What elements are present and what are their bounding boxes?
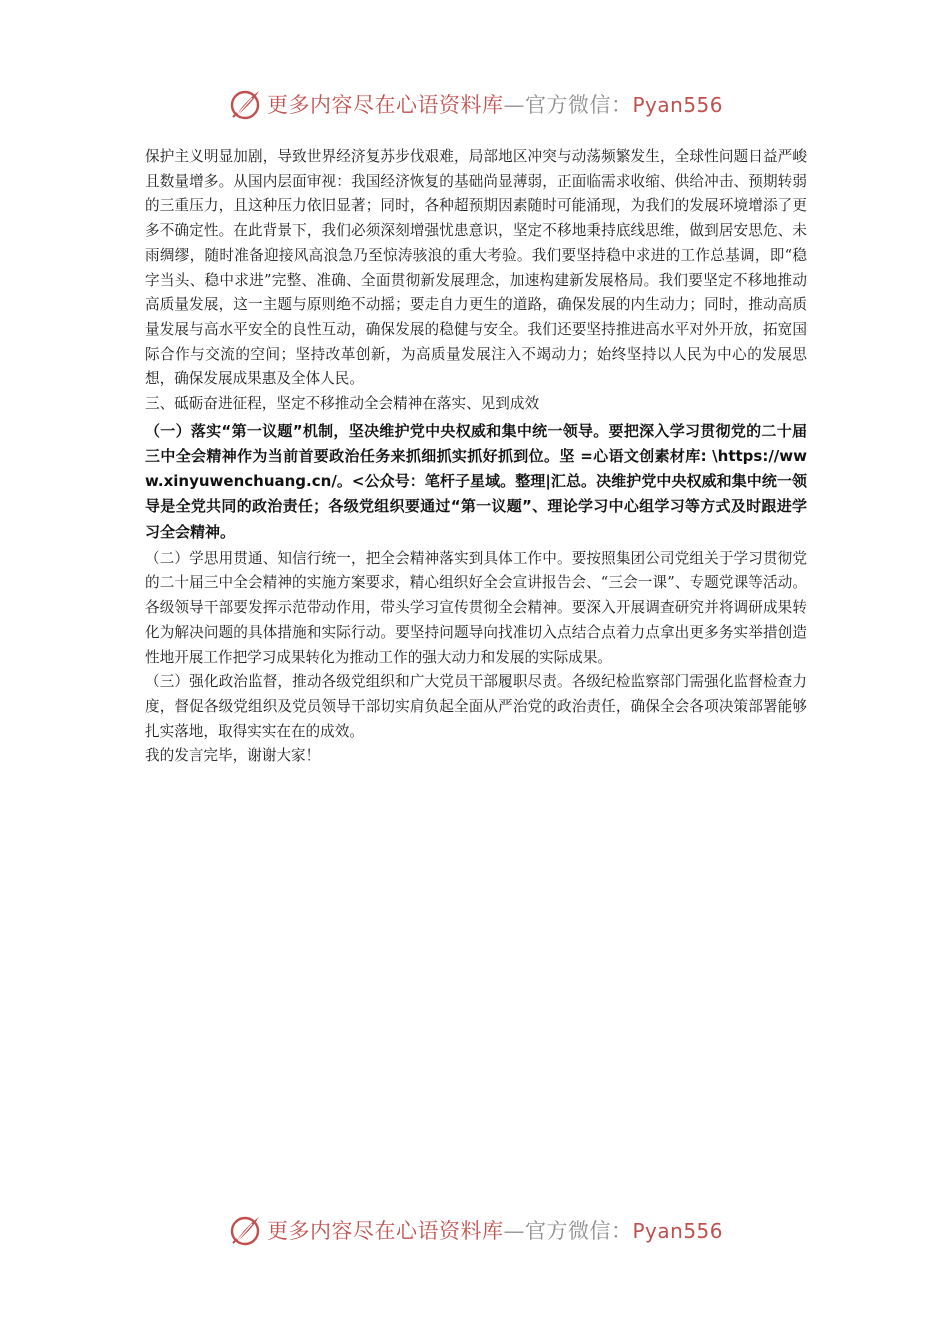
- paragraph-item-three: （三）强化政治监督，推动各级党组织和广大党员干部履职尽责。各级纪检监察部门需强化监督检查力度，督促各级党组织及党员领导干部切实肩负起全面从严治党的政治责任，确保全会各项决策部署能够扎实落地，取得实实在在的成效。: [145, 673, 807, 740]
- footer-wechat-label: 官方微信：: [524, 1219, 633, 1243]
- quill-logo-icon: [227, 1212, 263, 1248]
- header-banner-text: [267, 89, 723, 119]
- header-wechat-account: Pyan556: [632, 93, 723, 117]
- footer-banner-text: [267, 1215, 723, 1245]
- document-body: [145, 145, 807, 769]
- paragraph-item-two: （二）学思用贯通、知信行统一，把全会精神落实到具体工作中。要按照集团公司党组关于学习贯彻党的二十届三中全会精神的实施方案要求，精心组织好全会宣讲报告会、“三会一课”、专题党课等活动。各级领导干部要发挥示范带动作用，带头学习宣传贯彻全会精神。要深入开展调查研究并将调研成果转化为解决问题的具体措施和实际行动。要坚持问题导向找准切入点结合点着力点拿出更多务实举措创造性地开展工作把学习成果转化为推动工作的强大动力和发展的实际成果。: [145, 549, 807, 666]
- quill-logo-icon: [227, 86, 263, 122]
- footer-banner: [0, 1210, 950, 1250]
- header-banner: [0, 84, 950, 124]
- header-brand: 更多内容尽在心语资料库: [266, 93, 504, 117]
- paragraph-context: 保护主义明显加剧，导致世界经济复苏步伐艰难，局部地区冲突与动荡频繁发生，全球性问题日益严峻且数量增多。从国内层面审视：我国经济恢复的基础尚显薄弱，正面临需求收缩、供给冲击、预期转弱的三重压力，且这种压力依旧显著；同时，各种超预期因素随时可能涌现，为我们的发展环境增添了更多不确定性。在此背景下，我们必须深刻增强忧患意识，坚定不移地秉持底线思维，做到居安思危、未雨绸缪，随时准备迎接风高浪急乃至惊涛骇浪的重大考验。我们要坚持稳中求进的工作总基调，即“稳字当头、稳中求进”完整、准确、全面贯彻新发展理念，加速构建新发展格局。我们要坚定不移地推动高质量发展，这一主题与原则绝不动摇；要走自力更生的道路，确保发展的内生动力；同时，推动高质量发展与高水平安全的良性互动，确保发展的稳健与安全。我们还要坚持推进高水平对外开放，拓宽国际合作与交流的空间；坚持改革创新，为高质量发展注入不竭动力；始终坚持以人民为中心的发展思想，确保发展成果惠及全体人民。: [145, 148, 807, 388]
- section-heading-three: 三、砥砺奋进征程，坚定不移推动全会精神在落实、见到成效: [145, 395, 540, 413]
- footer-brand: 更多内容尽在心语资料库: [266, 1219, 504, 1243]
- header-wechat-label: 官方微信：: [524, 93, 633, 117]
- paragraph-item-one: （一）落实“第一议题”机制，坚决维护党中央权威和集中统一领导。要把深入学习贯彻党的二十届三中全会精神作为当前首要政治任务来抓细抓实抓好抓到位。坚 =心语文创素材库: \https://www.xinyuwenchuang.cn/。<公众号：笔杆子星域。整理|汇总。决维护党中央权威和集中统一领导是全党共同的政治责任；各级党组织要通过“第一议题”、理论学习中心组学习等方式及时跟进学习全会精神。: [145, 421, 807, 541]
- header-separator: —: [503, 93, 525, 117]
- footer-separator: —: [503, 1219, 525, 1243]
- footer-wechat-account: Pyan556: [632, 1219, 723, 1243]
- closing-remark: 我的发言完毕，谢谢大家！: [145, 747, 321, 765]
